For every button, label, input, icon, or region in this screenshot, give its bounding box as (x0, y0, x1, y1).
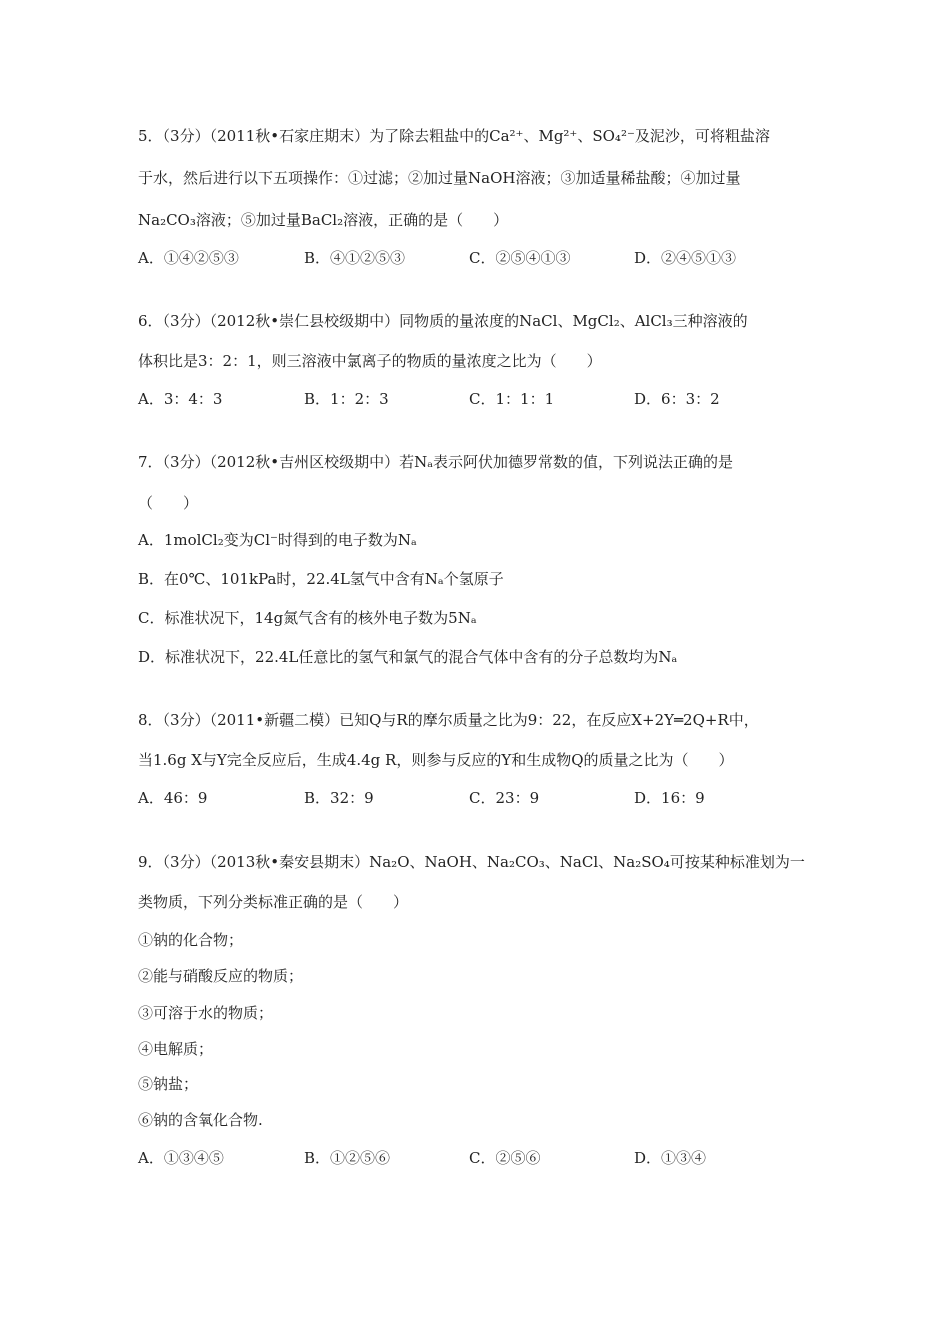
question-text-line: 体积比是3：2：1，则三溶液中氯离子的物质的量浓度之比为（ ） (138, 352, 602, 370)
question-text-line: 9．（3分）（2013秋•秦安县期末）Na₂O、NaOH、Na₂CO₃、NaCl、Na₂SO₄可按某种标准划为一 (138, 853, 805, 871)
option-b[interactable]: B．在0℃、101kPa时，22.4L氢气中含有Nₐ个氢原子 (138, 570, 504, 588)
option-b[interactable]: B．④①②⑤③ (304, 249, 406, 267)
question-text-line: 8．（3分）（2011•新疆二模）已知Q与R的摩尔质量之比为9：22，在反应X+2Y═2Q+R中， (138, 711, 759, 729)
question-text-line: 于水，然后进行以下五项操作：①过滤；②加过量NaOH溶液；③加适量稀盐酸；④加过量 (138, 169, 741, 187)
option-c[interactable]: C．标准状况下，14g氮气含有的核外电子数为5Nₐ (138, 609, 477, 627)
option-c[interactable]: C．②⑤④①③ (469, 249, 571, 267)
option-d[interactable]: D．6：3：2 (634, 390, 720, 408)
option-a[interactable]: A．①④②⑤③ (138, 249, 239, 267)
option-b[interactable]: B．1：2：3 (304, 390, 389, 408)
question-text-line: 6．（3分）（2012秋•崇仁县校级期中）同物质的量浓度的NaCl、MgCl₂、AlCl₃三种溶液的 (138, 312, 748, 330)
option-a[interactable]: A．1molCl₂变为Cl⁻时得到的电子数为Nₐ (138, 531, 417, 549)
option-d[interactable]: D．16：9 (634, 789, 705, 807)
criterion-item: ④电解质； (138, 1040, 214, 1058)
question-text-line: （ ） (138, 494, 199, 512)
criterion-item: ⑥钠的含氧化合物. (138, 1111, 263, 1129)
option-b[interactable]: B．32：9 (304, 789, 374, 807)
option-c[interactable]: C．1：1：1 (469, 390, 555, 408)
question-text-line: 7．（3分）（2012秋•吉州区校级期中）若Nₐ表示阿伏加德罗常数的值，下列说法正确的是 (138, 453, 734, 471)
question-text-line: 类物质，下列分类标准正确的是（ ） (138, 893, 409, 911)
question-text-line: 5．（3分）（2011秋•石家庄期末）为了除去粗盐中的Ca²⁺、Mg²⁺、SO₄²⁻及泥沙，可将粗盐溶 (138, 127, 770, 145)
question-text-line: Na₂CO₃溶液；⑤加过量BaCl₂溶液，正确的是（ ） (138, 211, 509, 229)
option-c[interactable]: C．②⑤⑥ (469, 1149, 541, 1167)
criterion-item: ⑤钠盐； (138, 1075, 199, 1093)
question-text-line: 当1.6g X与Y完全反应后，生成4.4g R，则参与反应的Y和生成物Q的质量之比为（ ） (138, 751, 734, 769)
option-c[interactable]: C．23：9 (469, 789, 540, 807)
option-b[interactable]: B．①②⑤⑥ (304, 1149, 391, 1167)
option-a[interactable]: A．3：4：3 (138, 390, 223, 408)
option-d[interactable]: D．标准状况下，22.4L任意比的氢气和氯气的混合气体中含有的分子总数均为Nₐ (138, 648, 678, 666)
option-d[interactable]: D．①③④ (634, 1149, 707, 1167)
option-d[interactable]: D．②④⑤①③ (634, 249, 737, 267)
option-a[interactable]: A．①③④⑤ (138, 1149, 224, 1167)
option-a[interactable]: A．46：9 (138, 789, 208, 807)
criterion-item: ①钠的化合物； (138, 931, 244, 949)
criterion-item: ②能与硝酸反应的物质； (138, 967, 304, 985)
criterion-item: ③可溶于水的物质； (138, 1004, 274, 1022)
